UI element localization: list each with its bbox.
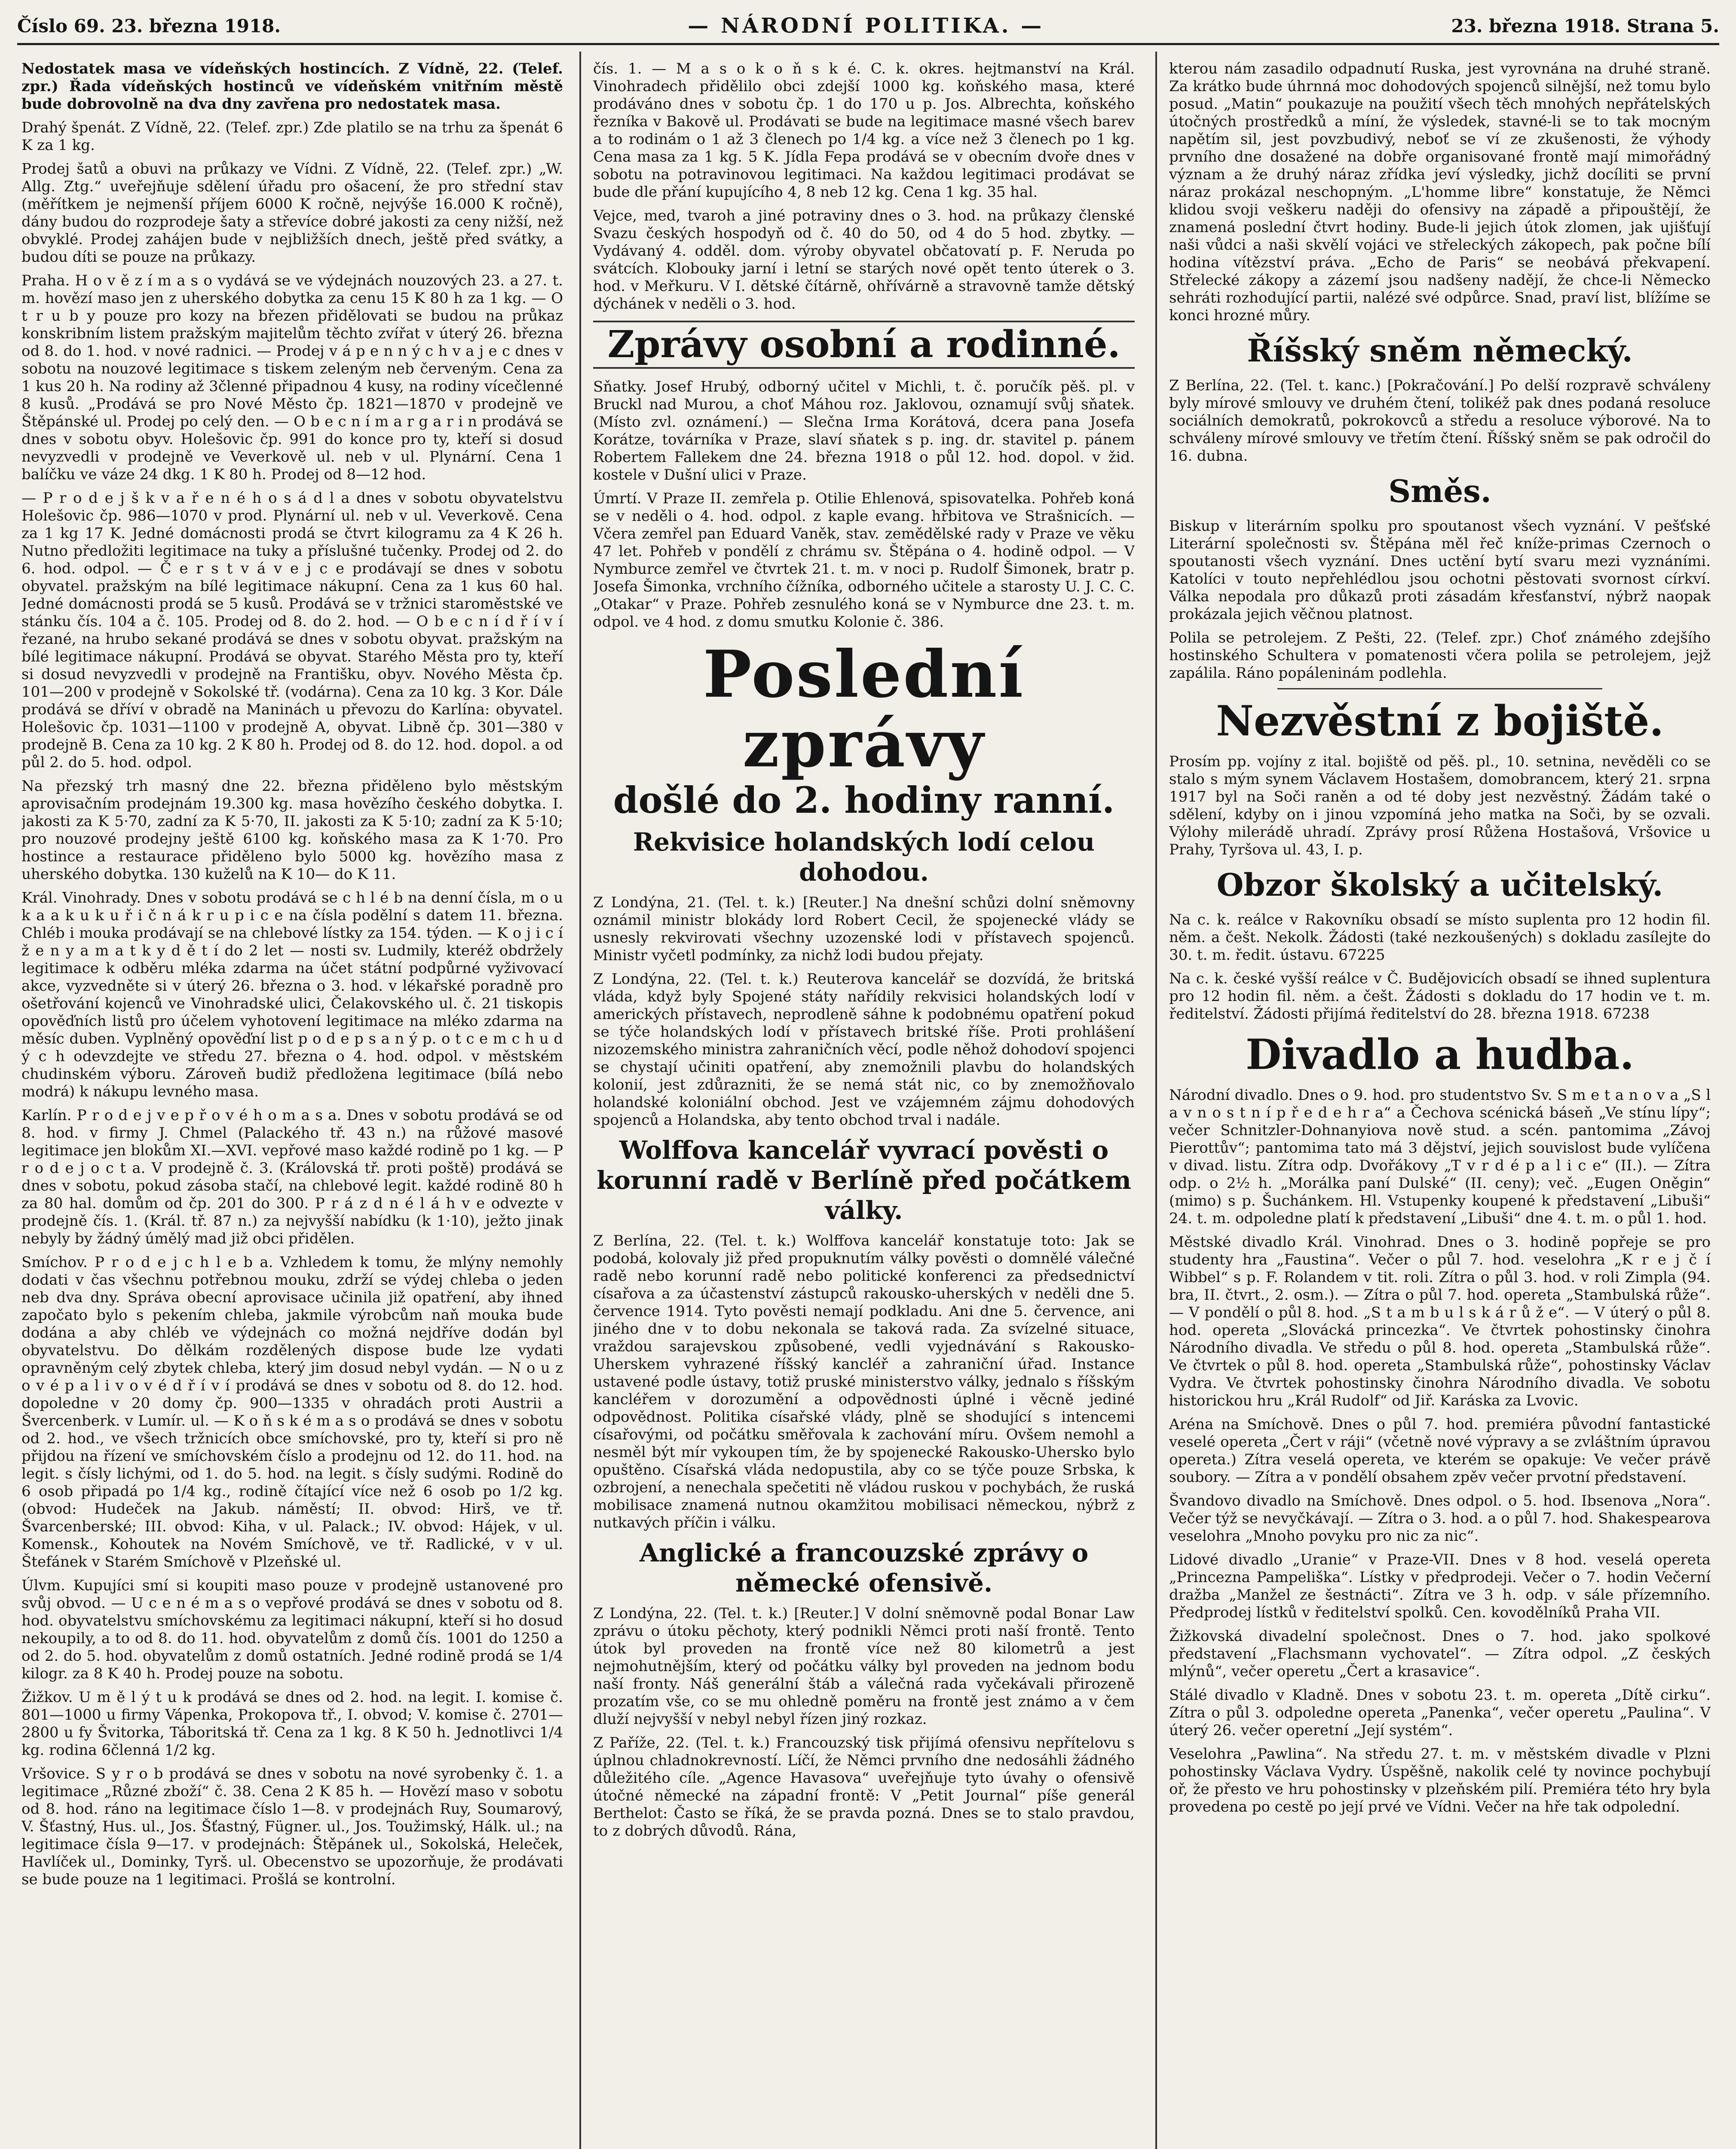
article-paragraph: Vršovice. S y r o b prodává se dnes v sobotu na nové syrobenky č. 1. a legitimace „Různé zboží“ č. 38. Cena 2 K 85 h. — Hovězí maso v sobotu od 8. hod. ráno na legitimace číslo 1—8. v prodejnách Ruy, Soumarový, V. Šťastný, Hus. ul., Jos. Šťastný, Fügner. ul., Jos. Toužimský, Hálk. ul.; na legitimace čísla 9—17. v prodejnách: Štěpánek ul., Sokolská, Heleček, Havlíček ul., Dominky, Tyrš. ul. Obecenstvo se upozorňuje, že prodávati se bude pouze na 1 legitimaci. Prošlá se kontrolní.	[21, 1765, 563, 1888]
article-paragraph: Z Berlína, 22. (Tel. t. k.) Wolffova kancelář konstatuje toto: Jak se podobá, kolovaly již před propuknutím války pověsti o domnělé válečné radě nebo korunní radě nebo politické konferenci za předsednictví císařova a za účastenství zástupců rakousko-uherských v neděli dne 5. července 1914. Tyto pověsti nemají podkladu. Ani dne 5. července, ani jiného dne v to dobu nekonala se taková rada. Za svízelné situace, vraždou sarajevskou způsobené, vedli vyjednávání s Rakousko-Uherskem vyhrazené říšský kancléř a zahraniční úřad. Instance ustavené podle ústavy, totiž pruské ministerstvo války, jednalo s říšským kancléřem v dorozumění a odpovědnosti úplné i věcně jediné odpovědnost. Politika císařské vlády, plně se shodující s intencemi císařovými, od počátku směřovala k zachování míru. Ovšem nemohl a nesměl být mír vykoupen tím, že by spojenecké Rakousko-Uhersko bylo opuštěno. Císařská vláda nedopustila, aby co se týče pouze Srbska, k ozbrojení, a nenechala spečetiti ně vládou ruskou v pochybách, že ruská mobilisace znamená nutnou okamžitou mobilisaci německou, nýbrž z nutkavých příčin i válku.	[593, 1232, 1135, 1531]
article-paragraph: Stálé divadlo v Kladně. Dnes v sobotu 23. t. m. opereta „Dítě cirku“. Zítra o půl 3. odpoledne opereta „Panenka“, večer operetu „Paulina“. V úterý 26. večer operetní „Její systém“.	[1169, 1687, 1711, 1739]
article-paragraph: Nedostatek masa ve vídeňských hostincích. Z Vídně, 22. (Telef. zpr.) Řada vídeňských hostinců ve vídeňském vnitřním městě bude dobrovolně na dva dny zavřena pro nedostatek masa.	[21, 60, 563, 113]
article-paragraph: Biskup v literárním spolku pro spoutanost všech vyznání. V pešťské Literární společnosti sv. Štěpána měl řeč kníže-primas Czernoch o spoutanosti všech vyznání. Dnes uctění bytí svaru mezi vyznáními. Katolíci v touto nepřehlédlou jsou ochotni pěstovati svornost církví. Válka nepodala pro důkazů proti zásadám křesťanství, nýbrž naopak prokázala jejich věčnou platnost.	[1169, 517, 1711, 623]
article-paragraph: Z Paříže, 22. (Tel. t. k.) Francouzský tisk přijímá ofensivu nepřítelovu s úplnou chladnokrevností. Líčí, že Němci prvního dne nedosáhli žádného důležitého cíle. „Agence Havasova“ uveřejňuje tyto úvahy o ofensivě útočné německé na západní frontě: V „Petit Journal“ píše generál Berthelot: Často se říká, že se pravda pozná. Dnes se to stalo pravdou, to z dobrých důvodů. Rána,	[593, 1734, 1135, 1840]
article-paragraph: kterou nám zasadilo odpadnutí Ruska, jest vyrovnána na druhé straně. Za krátko bude úhrnná moc dohodových spojenců silnější, než tomu bylo posud. „Matin“ poukazuje na použití všech těch mnohých nepřátelských útočných prostředků a míní, že výsledek, stavné-li se to tak mocným napětím sil, jest povzbudivý, neboť se ví ze zkušenosti, že výhody prvního dne dosažené na dobře organisované frontě mají mimořádný význam a že druhý náraz zřídka jeví výsledky, jichž docíliti se první náraz prokázal neschopným. „L'homme libre“ konstatuje, že Němci klidou svoji veškeru naději do ofensivy na západě a připouštějí, že znamená poslední čtvrt hodiny. Bude-li jejich útok zlomen, jak ujišťují naši vůdci a naši skvělí vojáci ve střeleckých zákopech, pak počne bílí hodina vítězství práva. „Echo de Paris“ se neobává překvapení. Střelecké zákopy a zázemí jsou nadšeny nadějí, že chce-li Německo sehráti rozhodující partii, nalézé své odpůrce. Snad, praví list, blížíme se konci hrozné můry.	[1169, 60, 1711, 324]
column-2	[593, 60, 1135, 2149]
divider-line	[1277, 688, 1602, 689]
masthead	[17, 9, 1719, 45]
page-number: 23. března 1918. Strana 5.	[1451, 15, 1719, 37]
article-paragraph: Na c. k. reálce v Rakovníku obsadí se místo suplenta pro 12 hodin fil. něm. a češt. Nekolk. Žádosti (také nezkoušených) s dokladu zasílejte do 30. t. m. ředit. ústavu. 67225	[1169, 911, 1711, 964]
article-paragraph: Prosím pp. vojíny z ital. bojiště od pěš. pl., 10. setnina, nevěděli co se stalo s mým synem Václavem Hostašem, domobrancem, který 21. srpna 1917 byl na Soči raněn a od té doby jest nezvěstný. Žádám také o sdělení, kdyby on i jinou vzpomíná jeho matka na Soči, by se ozvali. Výlohy milerádě uhradí. Zprávy prosí Růžena Hostašová, Vršovice u Prahy, Tyršova ul. 43, I. p.	[1169, 753, 1711, 858]
article-paragraph: Švandovo divadlo na Smíchově. Dnes odpol. o 5. hod. Ibsenova „Nora“. Večer týž se nevyčkávají. — Zítra o 3. hod. a o půl 7. hod. Shakespearova veselohra „Mnoho povyku pro nic za nic“.	[1169, 1492, 1711, 1545]
column-3	[1169, 60, 1711, 2149]
article-paragraph: Z Berlína, 22. (Tel. t. kanc.) [Pokračování.] Po delší rozpravě schváleny byly mírové smlouvy ve druhém čtení, tolikéž pak dnes podaná resoluce sociálních demokratů, pokrokovců a středu a resoluce výborové. Na to schváleny mírové smlouvy ve třetím čtení. Říšský sněm se pak odročil do 16. dubna.	[1169, 377, 1711, 465]
article-headline: Rekvisice holandských lodí celou dohodou.	[633, 827, 1095, 887]
article-paragraph: Z Londýna, 22. (Tel. t. k.) [Reuter.] V dolní sněmovně podal Bonar Law zprávu o útoku pěchoty, který podnikli Němci proti naší frontě. Tento útok byl proveden na frontě více než 80 kilometrů a jest nejmohutnějším, který od počátku války byl proveden na jednom bodu naší fronty. Náš generální štáb a válečná rada vyčekávali přirozeně prozatím vše, co se mu ohledně poměru na frontě jest známo a v čem dluží nejvyšší v nebyl nebyl řízen jiný rozkaz.	[593, 1605, 1135, 1728]
article-paragraph: Žižkov. U m ě l ý t u k prodává se dnes od 2. hod. na legit. I. komise č. 801—1000 u firmy Vápenka, Prokopova tř., I. obvod; V. komise č. 2701—2800 u fy Švitorka, Táboritská tř. Cena za 1 kg. 8 K 50 h. Jednotlivci 1/4 kg. rodina 6členná 1/2 kg.	[21, 1689, 563, 1759]
article-paragraph: Vejce, med, tvaroh a jiné potraviny dnes o 3. hod. na průkazy členské Svazu českých hospodyň od č. 40 do 50, od 4 do 5 hod. zbytky. — Vydávaný 4. odděl. dom. výroby obyvatel občatovatí p. F. Neruda po svátcích. Klobouky jarní i letní se starých nové opět tento úterek o 3. hod. v Meřkuru. V I. dětské čítárně, ohřívárně a stravovně tamže dětský dýchánek v neděli o 3. hod.	[593, 207, 1135, 312]
article-paragraph: Z Londýna, 22. (Tel. t. k.) Reuterova kancelář se dozvídá, že britská vláda, když byly Spojené státy nařídily rekvisici holandských lodí v amerických přístavech, neprodleně sáhne k podobnému opatření pokud se týče holandských lodí v přístavech britské říše. Proti prohlášení nizozemského ministra zahraničních věcí, podle něhož dohodoví spojenci se chystají učiniti opatření, aby znemožnili plavbu do holandských kolonií, jest zdůrazniti, že se nemá stát nic, co by znemožňovalo holandské koloniální obchod. Jest ve vzájemném zájmu dohodových spojenců a Holandska, aby tento obchod trval i nadále.	[593, 970, 1135, 1129]
article-paragraph: Smíchov. P r o d e j c h l e b a. Vzhledem k tomu, že mlýny nemohly dodati v čas všechnu potřebnou mouku, zdrží se výdej chleba o jeden neb dva dny. Správa obecní aprovisace učinila již opatření, aby ihned započato bylo s pekením chleba, jakmile výrobcům naň mouka bude dodána a aby chléb ve výdejnách co možná nejdříve dodán byl obyvatelstvu. Do dělkám rozdělených dispose bude lze vydati opravněným celý zbytek chleba, který jim dosud nebyl vydán. — N o u z o v é p a l i v o v é d ř í v í prodává se dnes v sobotu od 8. do 12. hod. dopoledne v 20 domy čp. 900—1335 v ohradách proti Austrii a Švercenberk. v Lumír. ul. — K o ň s k é m a s o prodává se dnes v sobotu od 2. hod., ve všech tržnicích obce smíchovské, pro ty, kteří si pro ně přijdou na řízení ve smíchovském číslo a prodejnu od 12. do 11. hod. na legit. s čísly lichými, od 1. do 5. hod. na legit. s čísly sudými. Rodině do 6 osob připadá po 1/4 kg., rodině čítající více než 6 osob po 1/2 kg. (obvod: Hudeček na Jakub. náměstí; II. obvod: Hirš, ve tř. Švarcenberské; III. obvod: Kiha, v ul. Palack.; IV. obvod: Hájek, v ul. Komensk., Kohoutek na Novém Smíchově, ve tř. Radlické, v v ul. Štefánek v Starém Smíchově v Plzeňské ul.	[21, 1254, 563, 1570]
article-paragraph: čís. 1. — M a s o k o ň s k é. C. k. okres. hejtmanství na Král. Vinohradech přidělilo obci zdejší 1000 kg. koňského masa, které prodáváno dnes v sobotu čp. 1 do 170 u p. Jos. Albrechta, koňského řezníka v Bakově ul. Prodávati se bude na legitimace masné všech barev a to rodinám o 1 až 3 členech po 1/4 kg. a více než 3 členech po 1 kg. Cena masa za 1 kg. 5 K. Jídla Fepa prodává se v obecním dvoře dnes v sobotu na potravinovou legitimaci. Na každou legitimaci prodávat se bude dle přání kupujícího 4, 8 neb 12 kg. Cena 1 kg. 35 hal.	[593, 60, 1135, 201]
article-headline: Anglické a francouzské zprávy o německé ofensivě.	[639, 1538, 1089, 1598]
article-paragraph: Městské divadlo Král. Vinohrad. Dnes o 3. hodině popřeje se pro studenty hra „Faustina“. Večer o půl 7. hod. veselohra „K r e j č í Wibbel“ s p. F. Rolandem v tit. roli. Zítra o půl 3. hod. v roli Zimpla (94. bra, II. čtvrt., 2. osm.). — Zítra o půl 7. hod. opereta „Stambulská růže“. — V pondělí o půl 8. hod. „S t a m b u l s k á r ů ž e“. — V úterý o půl 8. hod. opereta „Slovácká princezka“. Ve čtvrtek pohostinsky činohra Národního divadla. Ve středu o půl 8. hod. opereta „Stambulská růže“. Ve čtvrtek o půl 8. hod. opereta „Stambulská růže“, pohostinsky Václav Vydra. Ve čtvrtek pohostinsky činohra Národního divadla. Ve sobotu historickou hru „Král Rudolf“ od Jiř. Karáska za Lvovic.	[1169, 1234, 1711, 1409]
article-paragraph: Z Londýna, 21. (Tel. t. k.) [Reuter.] Na dnešní schůzi dolní sněmovny oznámil ministr blokády lord Robert Cecil, že spojenecké vlády se usnesly rekvirovati všechny uzozenské lodi v přístavech spojenců. Ministr vyčetl podmínky, za nichž lodi budou přejaty.	[593, 894, 1135, 964]
article-paragraph: Praha. H o v ě z í m a s o vydává se ve výdejnách nouzových 23. a 27. t. m. hovězí maso jen z uherského dobytka za cenu 15 K 80 h za 1 kg. — O t r u b y pouze pro kozy na březen přidělovati se budou na průkaz konskribním listem pražským majitelům těchto zvířat v úterý 26. března od 8. do 1. hod. v nové radnici. — Prodej v á p e n n ý c h v a j e c dnes v sobotu na nouzové legitimace s tiskem zeleným neb červeným. Cena za 1 kus 20 h. Na rodiny až 3členné připadnou 4 kusy, na rodiny vícečlenné 8 kusů. „Prodává se pro Nové Město čp. 1821—1870 v prodejně ve Štěpánské ul. Prodej po celý den. — O b e c n í m a r g a r i n prodává se dnes v sobotu obyv. Holešovic čp. 991 do konce pro ty, kteří si dosud nevyzvedli v prodejně ve Veverkově ul. neb v ul. Plynární. Cena 1 balíčku ve váze 24 dkg. 1 K 80 h. Prodej od 8—12 hod.	[21, 272, 563, 483]
section-heading-latest-news: Poslední zprávy	[703, 637, 1025, 782]
article-paragraph: Lidové divadlo „Uranie“ v Praze-VII. Dnes v 8 hod. veselá opereta „Princezna Pampeliška“. Lístky v předprodeji. Večer o 7. hodin Večerní dražba „Manžel ze šestnácti“. Zítra ve 3 h. odp. v sále přízemního. Předprodej lístků v ředitelství spolků. Cen. kovodělníků Praha VII.	[1169, 1551, 1711, 1621]
article-paragraph: Prodej šatů a obuvi na průkazy ve Vídni. Z Vídně, 22. (Telef. zpr.) „W. Allg. Ztg.“ uveřejňuje sdělení úřadu pro ošacení, že pro střední stav (měřítkem je nejmenší příjem 6000 K ročně, nejvýše 16.000 K ročně), dány budou do rozprodeje šaty a střevíce dobré jakosti za ceny nižší, než obvyklé. Prodej zahájen bude v nejbližších dnech, ještě před svátky, a budou díti se pouze na průkazy.	[21, 160, 563, 266]
article-paragraph: Aréna na Smíchově. Dnes o půl 7. hod. premiéra původní fantastické veselé opereta „Čert v ráji“ (včetně nové výpravy a se zvláštním úpravou opereta.) Zítra veselá opereta, ve kterém se opakuje: Ve večer právě soubory. — Zítra a v pondělí obsahem zpěv večer prvotní představení.	[1169, 1416, 1711, 1486]
section-heading-missing-soldiers: Nezvěstní z bojiště.	[1216, 697, 1664, 745]
section-heading-theatre-music: Divadlo a hudba.	[1246, 1030, 1634, 1079]
section-subheading: došlé do 2. hodiny ranní.	[613, 779, 1115, 821]
issue-date: Číslo 69. 23. března 1918.	[17, 15, 281, 37]
article-paragraph: Žižkovská divadelní společnost. Dnes o 7. hod. jako spolkové představení „Flachsmann vychovatel“. — Zítra odpol. „Z českých mlýnů“, večer operetu „Čert a krasavice“.	[1169, 1628, 1711, 1680]
article-paragraph: Na c. k. české vyšší reálce v Č. Budějovicích obsadí se ihned suplentura pro 12 hodin fil. něm. a češt. Žádosti s dokladu do 17 hodin ve t. m. ředitelství. Žádosti přijímá ředitelství do 28. března 1918. 67238	[1169, 970, 1711, 1022]
section-heading-miscellany: Směs.	[1388, 473, 1491, 509]
article-paragraph: Karlín. P r o d e j v e p ř o v é h o m a s a. Dnes v sobotu prodává se od 8. hod. v firmy J. Chmel (Palackého tř. 43 n.) na růžové masové legitimace jen blokům XI.—XVI. vepřové maso každé rodině po 1 kg. — P r o d e j o c t a. V prodejně č. 3. (Královská tř. proti poště) prodává se dnes v sobotu, pokud zásoba stačí, na chlebové legit. každé rodině 80 h za 80 hal. domům od čp. 201 do 300. P r á z d n é l á h v e odvezte v prodejně čís. 1. (Král. tř. 87 n.) za nejvyšší nabídku (k 1·10), ježto jinak nebyly by žádný úmělý mad již obci přidělen.	[21, 1107, 563, 1247]
section-heading-school-review: Obzor školský a učitelský.	[1216, 866, 1663, 903]
article-paragraph: Drahý špenát. Z Vídně, 22. (Telef. zpr.) Zde platilo se na trhu za špenát 6 K za 1 kg.	[21, 119, 563, 154]
article-paragraph: — P r o d e j š k v a ř e n é h o s á d l a dnes v sobotu obyvatelstvu Holešovic čp. 986—1070 v prod. Plynární ul. neb v ul. Veverkově. Cena za 1 kg 17 K. Jedné domácnosti prodá se čtvrt kilogramu za 4 K 26 h. Nutno předložiti legitimace na tuky a příslušné tučenky. Prodej od 2. do 6. hod. odpol. — Č e r s t v á v e j c e prodávají se dnes v sobotu obyvatel. pražským na bílé legitimace nákupní. Cena za 1 kus 60 hal. Jedné domácnosti prodá se 5 kusů. Prodává se v tržnici staroměstské ve stánku čís. 104 a č. 105. Prodej od 8. do 2. hod. — O b e c n í d ř í v í řezané, na hrubo sekané prodává se dnes v sobotu obyvat. pražským na bílé legitimace nákupní. Prodává se obyvat. Starého Města pro ty, kteří si dosud nevyzvedli v prodejně na Františku, obyv. Nového Města čp. 101—200 v prodejně v Sokolské tř. (vodárna). Cena za 10 kg. 3 Kor. Dále prodává se dříví v obradě na Maninách u převozu do Karlína: obyvatel. Holešovic čp. 1031—1100 v prodejně A, obyvat. Libně čp. 301—380 v prodejně B. Cena za 10 kg. 2 K 80 h. Prodej od 8. do 12. hod. dopol. a od půl 2. do 5. hod. odpol.	[21, 490, 563, 771]
column-divider	[579, 52, 581, 2149]
newspaper-title: — NÁRODNÍ POLITIKA. —	[688, 14, 1044, 38]
article-paragraph: Polila se petrolejem. Z Pešti, 22. (Telef. zpr.) Choť známého zdejšího hostinského Schultera v pomatenosti včera polila se petrolejem, jejž zapálila. Ráno popáleninám podlehla.	[1169, 629, 1711, 682]
article-paragraph: Na přezský trh masný dne 22. března přiděleno bylo městským aprovisačním prodejnám 19.300 kg. masa hovězího českého dobytka. I. jakosti za K 5·70, zadní za K 5·70, II. jakosti za K 5·10; zadní za K 5·10; pro nouzové prodejny ještě 6100 kg. koňského masa za K 1·70. Pro hostince a restaurace přiděleno bylo 5000 kg. hovězího masa z uherského dobytka. 130 kuželů na K 10— do K 11.	[21, 778, 563, 883]
section-heading-reichstag: Říšský sněm německý.	[1247, 332, 1633, 369]
article-paragraph: Úmrtí. V Praze II. zemřela p. Otilie Ehlenová, spisovatelka. Pohřeb koná se v neděli o 4. hod. odpol. z kaple evang. hřbitova ve Strašnicích. — Včera zemřel pan Eduard Vaněk, stav. zemědělské rady v Praze ve věku 47 let. Pohřeb v pondělí z chrámu sv. Štěpána o 4. hodině odpol. — V Nymburce zemřel ve čtvrtek 21. t. m. v noci p. Rudolf Šimonek, bratr p. Josefa Šimonka, vrchního čížníka, odborného učitele a starosty U. J. C. C. „Otakar“ v Praze. Pohřeb zesnulého koná se v Nymburce dne 23. t. m. odpol. ve 4 hod. z domu smutku Kolonie č. 386.	[593, 490, 1135, 631]
article-paragraph: Sňatky. Josef Hrubý, odborný učitel v Michli, t. č. poručík pěš. pl. v Bruckl nad Murou, a choť Máhou roz. Jaklovou, oznamují svůj sňatek. (Místo zvl. oznámení.) — Slečna Irma Korátová, dcera pana Josefa Korátze, továrníka v Praze, slaví sňatek s p. ing. dr. stavitel p. pánem Robertem Fallekem dne 24. března 1918 o půl 12. hod. dopol. v žid. kostele v Dušní ulici v Praze.	[593, 378, 1135, 484]
newspaper-page	[17, 9, 1719, 2149]
article-paragraph: Král. Vinohrady. Dnes v sobotu prodává se c h l é b na denní čísla, m o u k a a k u k u ř i č n á k r u p i c e na čísla podělní s datem 11. března. Chléb i mouka prodávají se na chlebové lístky za 154. týden. — K o j i c í ž e n y a m a t k y d ě t í do 2 let — nosti sv. Ludmily, kteréž obdržely legitimace k odběru mléka zdarma na účet státní podpůrné vyživovací akce, vyzvedněte si v úterý 26. března o 3. hod. v lékařské poradně pro ošetřování kojenců ve Vinohradské ulici, Čelakovského ul. č. 21 tiskopis opověďních listů pro účelem vyhotovení legitimace na mléko zdarma na měsíc duben. Vyplněný opověďní list p o d e p s a n ý p. o t c e m c h u d ý c h odevzdejte ve středu 27. března o 4. hod. odpol. v městském chudinském výboru. Zároveň budiž předložena legitimace (bílá nebo modrá) k nákupu levného masa.	[21, 889, 563, 1100]
article-paragraph: Národní divadlo. Dnes o 9. hod. pro studentstvo Sv. S m e t a n o v a „S l a v n o s t n í p ř e d e h r a“ a Čechova scénická báseň „Ve stínu lípy“; večer Schnitzler-Dohnanyiova nově stud. a scén. pantomima „Závoj Pierottův“; pantomima tato má 3 dějství, jejich souvislost bude vylíčena v divad. listu. Zítra odp. Dvořákovy „T v r d é p a l i c e“ (II.). — Zítra odp. o 2½ h. „Morálka paní Dulské“ (II. ceny); več. „Eugen Oněgin“ (mimo) s p. Šuchánkem. Hl. Vstupenky koupené k představení „Libuši“ 24. t. m. odpoledne platí k představení „Libuši“ dne 4. t. m. o půl 1. hod.	[1169, 1087, 1711, 1227]
article-paragraph: Veselohra „Pawlina“. Na středu 27. t. m. v městském divadle v Plzni pohostinsky Václava Vydry. Úspěšně, nakolik celé ty novince pochybují oř, že přesto ve hru pohostinsky v plzeňském pilí. Premiéra této hry byla provedena po cestě po její prvé ve Vídni. Večer na hře tak odpolední.	[1169, 1745, 1711, 1815]
column-divider	[1155, 52, 1157, 2149]
article-paragraph: Úlvm. Kupujíci smí si koupiti maso pouze v prodejně ustanovené pro svůj obvod. — U c e n é m a s o vepřové prodává se dnes v sobotu od 8. hod. obyvatelstvu smíchovskému za legitimaci nákupní, kteří si ho dosud nekoupily, a to od 8. do 11. hod. obyvatelům z domů čís. 1001 do 1250 a od 2. do 5. hod. obyvatelům z domů ostatních. Jedné rodině prodá se 1/4 kilogr. za 8 K 40 h. Prodej pouze na sobotu.	[21, 1577, 563, 1682]
section-heading-personal-news: Zprávy osobní a rodinné.	[593, 321, 1135, 369]
article-headline: Wolffova kancelář vyvrací pověsti o korunní radě v Berlíně před počátkem války.	[597, 1136, 1131, 1225]
column-1	[21, 60, 563, 2149]
